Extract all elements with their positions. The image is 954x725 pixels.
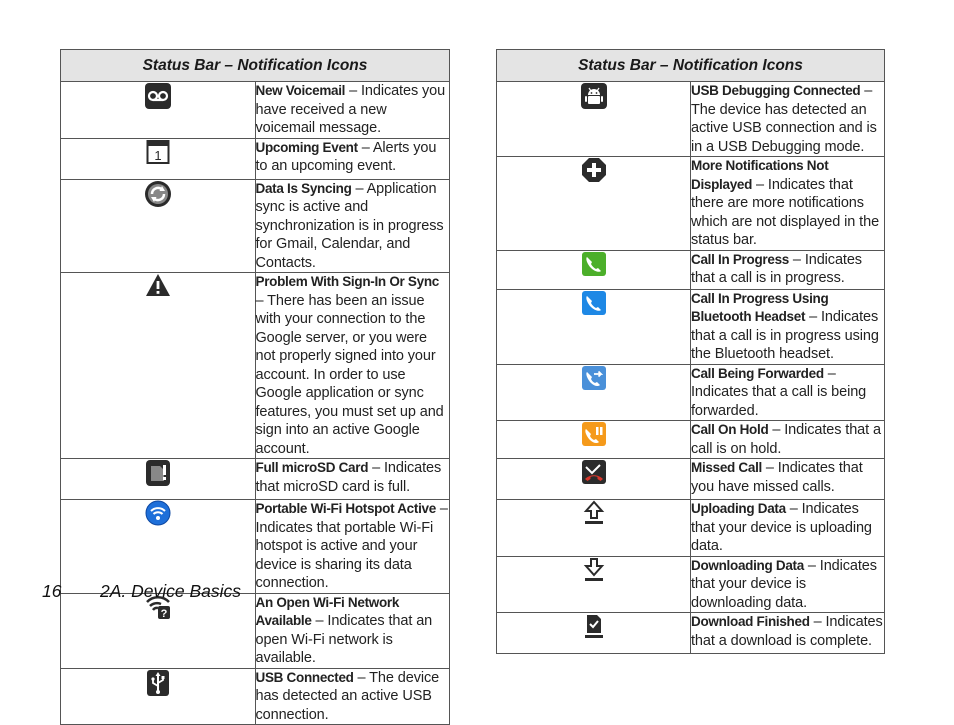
row-description: – The device has detected an active USB connection and is in a USB Debugging mode. <box>691 83 877 155</box>
bluetooth-call-icon <box>581 290 607 316</box>
svg-text:?: ? <box>160 607 168 620</box>
table-row <box>61 82 450 139</box>
row-description: – Alerts you to an upcoming event. <box>255 139 437 174</box>
row-description: – Indicates you have received a new voicemail message. <box>255 83 446 136</box>
download-icon <box>582 557 606 583</box>
sd-card-full-icon <box>145 459 171 487</box>
svg-text:1: 1 <box>154 147 162 163</box>
missed-call-icon <box>581 459 607 485</box>
table-row <box>61 500 450 594</box>
row-description: – Indicates that a call is in progress using the Bluetooth headset. <box>691 309 879 362</box>
upload-icon <box>582 500 606 526</box>
table-row <box>497 157 885 251</box>
table-row <box>61 138 450 179</box>
left-notification-table <box>60 49 450 725</box>
row-description: – Indicates that your device is uploading data. <box>691 501 872 554</box>
page-number: 16 <box>42 581 62 601</box>
wifi-hotspot-icon <box>145 500 171 526</box>
row-description: – There has been an issue with your connection to the Google server, or you were not properly signed into your account. In order to use Google application or sync features, you must set up and sign into an active Google account. <box>255 292 444 457</box>
row-term: Call In Progress <box>691 251 789 267</box>
call-in-progress-icon <box>581 251 607 277</box>
row-description: – Indicates that your device is downloading data. <box>691 557 877 611</box>
row-term: Problem With Sign-In Or Sync <box>255 274 439 289</box>
table-row <box>497 459 885 500</box>
android-debug-icon <box>580 82 608 110</box>
table-row <box>497 613 885 654</box>
row-term: USB Connected <box>255 669 354 685</box>
row-description: – Indicates that you have missed calls. <box>691 460 863 495</box>
table-row <box>61 179 450 273</box>
row-description: – Indicates that a call is being forwarded. <box>691 365 867 419</box>
row-term: Call Being Forwarded <box>691 365 824 381</box>
row-term: Call In Progress Using Bluetooth Headset <box>691 290 829 324</box>
row-term: Data Is Syncing <box>255 180 352 196</box>
row-term: Missed Call <box>691 460 762 475</box>
row-description: – Indicates that portable Wi-Fi hotspot is active and your device is sharing its data connection. <box>255 501 448 591</box>
chapter-title: 2A. Device Basics <box>100 581 242 601</box>
row-description: – Indicates that a call is on hold. <box>691 422 881 457</box>
row-term: Full microSD Card <box>255 460 369 475</box>
row-term: Download Finished <box>691 614 810 629</box>
more-notifications-icon <box>581 157 607 183</box>
call-forwarded-icon <box>581 365 607 391</box>
row-description: – Application sync is active and synchronization is in progress for Gmail, Calendar, and Contacts. <box>255 180 444 271</box>
row-term: Uploading Data <box>691 501 786 516</box>
table-row <box>497 364 885 421</box>
table-header: Status Bar – Notification Icons <box>497 50 885 82</box>
row-term: Upcoming Event <box>255 139 358 155</box>
table-row <box>497 421 885 459</box>
row-term: Call On Hold <box>691 422 769 437</box>
right-notification-table <box>496 49 885 654</box>
warning-icon <box>145 273 171 297</box>
row-term: New Voicemail <box>255 83 346 98</box>
row-term: More Notifications Not Displayed <box>691 158 829 192</box>
table-row <box>497 250 885 289</box>
table-row <box>61 273 450 459</box>
table-row <box>61 593 450 668</box>
sync-icon <box>144 180 172 208</box>
table-row <box>61 459 450 500</box>
row-description: – Indicates that a call is in progress. <box>691 251 862 286</box>
table-row <box>497 500 885 557</box>
call-on-hold-icon <box>581 421 607 447</box>
download-finished-icon <box>582 613 606 639</box>
row-description: – Indicates that there are more notifications which are not displayed in the status bar. <box>691 176 880 248</box>
row-description: – Indicates that a download is complete. <box>691 614 883 649</box>
table-header: Status Bar – Notification Icons <box>61 50 450 82</box>
table-row <box>497 289 885 364</box>
row-description: – The device has detected an active USB connection. <box>255 669 440 723</box>
row-description: – Indicates that an open Wi-Fi network is available. <box>255 613 433 666</box>
table-row <box>497 82 885 157</box>
row-term: An Open Wi-Fi Network Available <box>255 594 400 628</box>
row-description: – Indicates that microSD card is full. <box>255 460 442 495</box>
table-row <box>497 556 885 613</box>
row-term: Portable Wi-Fi Hotspot Active <box>255 501 436 516</box>
row-term: Downloading Data <box>691 557 804 573</box>
row-term: USB Debugging Connected <box>691 83 861 98</box>
voicemail-icon <box>144 82 172 110</box>
usb-icon <box>146 669 170 697</box>
table-row <box>61 668 450 725</box>
calendar-icon <box>146 139 170 165</box>
